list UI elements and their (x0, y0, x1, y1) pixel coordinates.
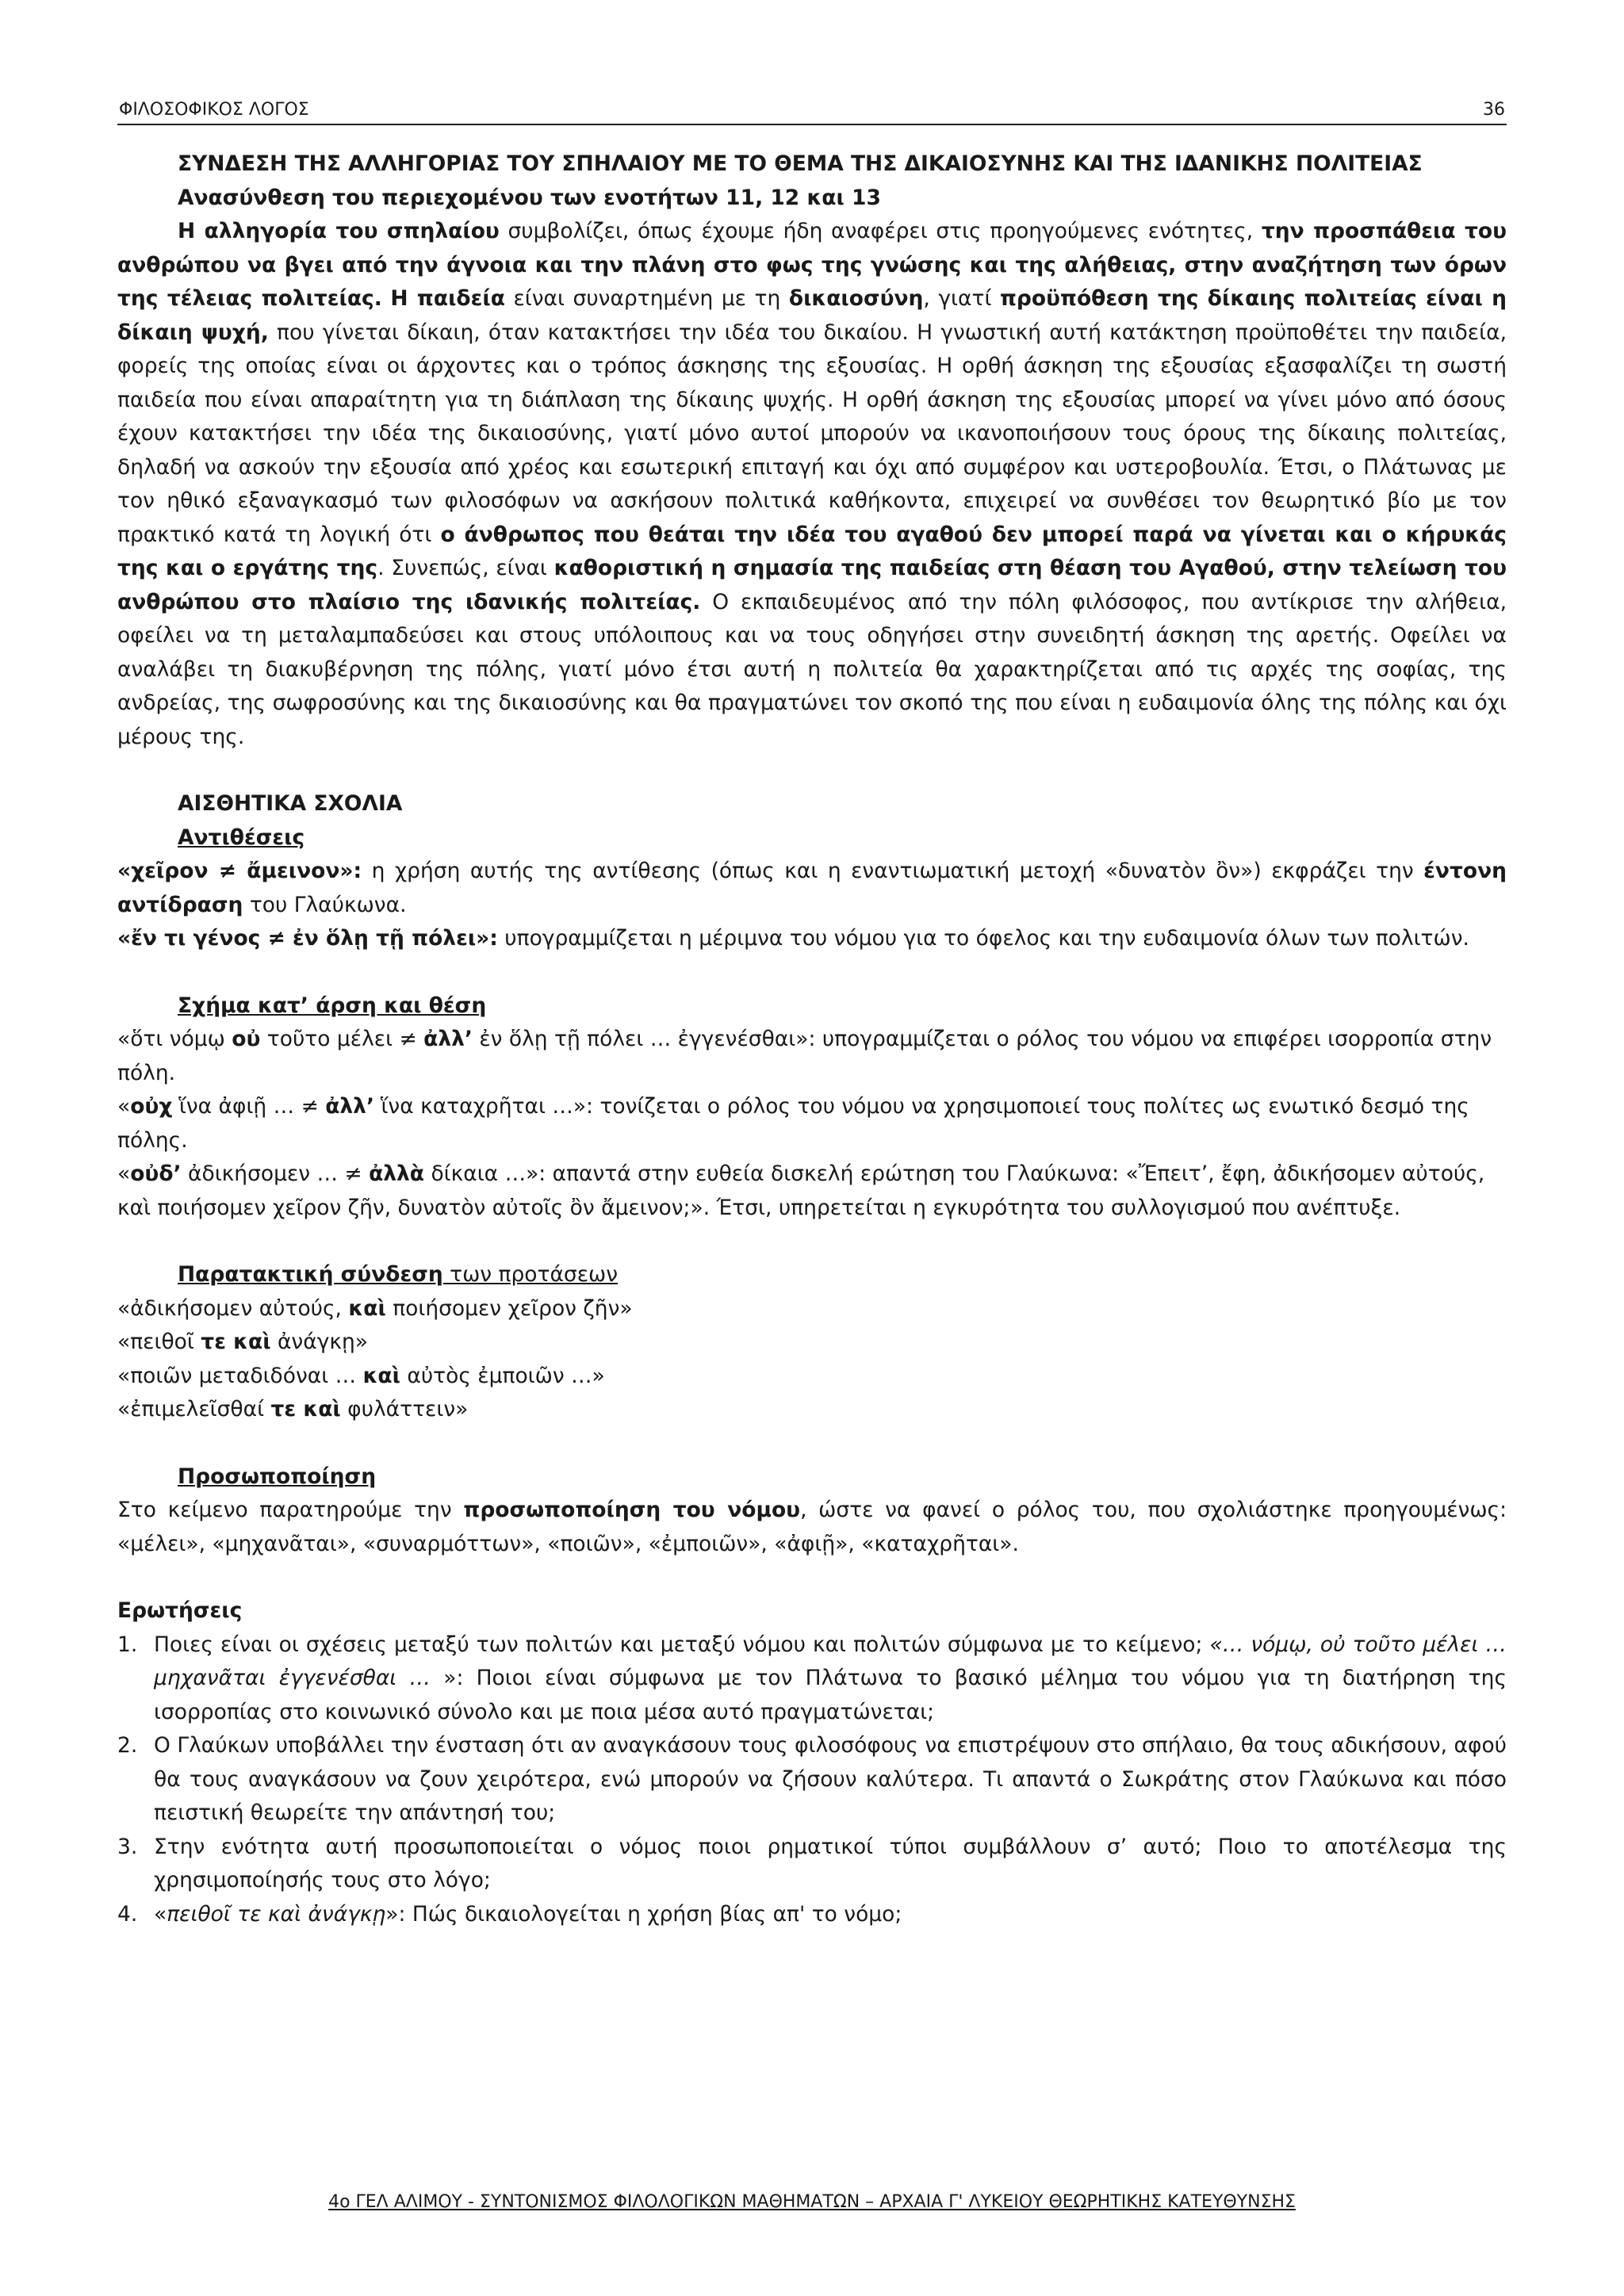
parataxis-item-3: «ποιῶν μεταδιδόναι … καὶ αὐτὸς ἐμποιῶν …» (117, 1363, 605, 1388)
aesthetic-heading: ΑΙΣΘΗΤΙΚΑ ΣΧΟΛΙΑ (178, 791, 403, 816)
arsis-item-2: «οὐχ ἵνα ἀφιῇ … ≠ ἀλλ’ ἵνα καταχρῆται …»: τονίζεται ο ρόλος του νόμου να χρησιμοποιεί τους πολίτες ως ενωτικό δεσμό της πόλης. (117, 1094, 1469, 1153)
arsis-title: Σχήμα κατ’ άρση και θέση (178, 993, 487, 1018)
arsis-item-1: «ὅτι νόμῳ οὐ τοῦτο μέλει ≠ ἀλλ’ ἐν ὅλῃ τῇ πόλει … ἐγγενέσθαι»: υπογραμμίζεται ο ρόλος του νόμου να επιφέρει ισορροπία στην πόλη. (117, 1027, 1492, 1085)
section-heading: ΣΥΝΔΕΣΗ ΤΗΣ ΑΛΛΗΓΟΡΙΑΣ ΤΟΥ ΣΠΗΛΑΙΟΥ ΜΕ ΤΟ ΘΕΜΑ ΤΗΣ ΔΙΚΑΙΟΣΥΝΗΣ ΚΑΙ ΤΗΣ ΙΔΑΝΙΚΗΣ ΠΟΛΙΤΕΙΑΣ (178, 151, 1423, 176)
running-header-title: ΦΙΛΟΣΟΦΙΚΟΣ ΛΟΓΟΣ (119, 100, 309, 120)
question-item: 4. «πειθοῖ τε καὶ ἀνάγκῃ»: Πώς δικαιολογείται η χρήση βίας απ' το νόμο; (117, 1901, 902, 1927)
section-subheading: Ανασύνθεση του περιεχομένου των ενοτήτων 11, 12 και 13 (178, 185, 881, 210)
question-item: 1. Ποιες είναι οι σχέσεις μεταξύ των πολιτών και μεταξύ νόμου και πολιτών σύμφωνα με το κείμενο; «… νόμῳ, οὐ τοῦτο μέλει … μηχανᾶται ἐγγενέσθαι … »: Ποιοι είναι σύμφωνα με τον Πλάτωνα το βασικό μέλημα του νόμου για τη διατήρηση της ισορροπίας στο κοινωνικό σύνολο και με ποια μέσα αυτό πραγματώνεται; (117, 1632, 1507, 1724)
parataxis-item-2: «πειθοῖ τε καὶ ἀνάγκῃ» (117, 1330, 369, 1354)
antithesis-1: «χεῖρον ≠ ἄμεινον»: η χρήση αυτής της αντίθεσης (όπως και η εναντιωματική μετοχή «δυνατὸν ὂν») εκφράζει την έντονη αντίδραση του Γλαύκωνα. (117, 859, 1507, 917)
footer-text: 4ο ΓΕΛ ΑΛΙΜΟΥ - ΣΥΝΤΟΝΙΣΜΟΣ ΦΙΛΟΛΟΓΙΚΩΝ ΜΑΘΗΜΑΤΩΝ – ΑΡΧΑΙΑ Γ' ΛΥΚΕΙΟΥ ΘΕΩΡΗΤΙΚΗΣ ΚΑΤΕΥΘΥΝΣΗΣ (328, 2192, 1296, 2212)
questions-heading: Ερωτήσεις (117, 1598, 243, 1623)
antitheses-title: Αντιθέσεις (178, 825, 305, 850)
questions-list (117, 1628, 1507, 1932)
main-paragraph: Η αλληγορία του σπηλαίου συμβολίζει, όπως έχουμε ήδη αναφέρει στις προηγούμενες ενότητες, την προσπάθεια του ανθρώπου να βγει από την άγνοια και την πλάνη στο φως της γνώσης και της αλήθειας, στην αναζήτηση των όρων της τέλειας πολιτείας. Η παιδεία είναι συναρτημένη με τη δικαιοσύνη, γιατί προϋπόθεση της δίκαιης πολιτείας είναι η δίκαιη ψυχή, που γίνεται δίκαιη, όταν κατακτήσει την ιδέα του δικαίου. Η γνωστική αυτή κατάκτηση προϋποθέτει την παιδεία, φορείς της οποίας είναι οι άρχοντες και ο τρόπος άσκησης της εξουσίας. Η ορθή άσκηση της εξουσίας εξασφαλίζει τη σωστή παιδεία που είναι απαραίτητη για τη διάπλαση της δίκαιης ψυχής. Η ορθή άσκηση της εξουσίας μπορεί να γίνει μόνο από όσους έχουν κατακτήσει την ιδέα της δικαιοσύνης, γιατί μόνο αυτοί μπορούν να ικανοποιήσουν τους όρους της δίκαιης πολιτείας, δηλαδή να ασκούν την εξουσία από χρέος και εσωτερική επιταγή και όχι από συμφέρον και υστεροβουλία. Έτσι, ο Πλάτωνας με τον ηθικό εξαναγκασμό των φιλοσόφων να ασκήσουν πολιτικά καθήκοντα, επιχειρεί να συνθέσει τον θεωρητικό βίο με τον πρακτικό κατά τη λογική ότι ο άνθρωπος που θεάται την ιδέα του αγαθού δεν μπορεί παρά να γίνεται και ο κήρυκάς της και ο εργάτης της. Συνεπώς, είναι καθοριστική η σημασία της παιδείας στη θέαση του Αγαθού, στην τελείωση του ανθρώπου στο πλαίσιο της ιδανικής πολιτείας. Ο εκπαιδευμένος από την πόλη φιλόσοφος, που αντίκρισε την αλήθεια, οφείλει να τη μεταλαμπαδεύσει και στους υπόλοιπους και να τους οδηγήσει στην συνειδητή άσκηση της αρετής. Οφείλει να αναλάβει τη διακυβέρνηση της πόλης, γιατί μόνο έτσι αυτή η πολιτεία θα χαρακτηρίζεται από τις αρχές της σοφίας, της ανδρείας, της σωφροσύνης και της δικαιοσύνης και θα πραγματώνει τον σκοπό της που είναι η ευδαιμονία όλης της πόλης και όχι μέρους της. (117, 219, 1507, 749)
personification-paragraph: Στο κείμενο παρατηρούμε την προσωποποίηση του νόμου, ώστε να φανεί ο ρόλος του, που σχολιάστηκε προηγουμένως: «μέλει», «μηχανᾶται», «συναρμόττων», «ποιῶν», «ἐμποιῶν», «ἀφιῇ», «καταχρῆται». (117, 1498, 1507, 1556)
arsis-item-3: «οὐδ’ ἀδικήσομεν … ≠ ἀλλὰ δίκαια …»: απαντά στην ευθεία δισκελή ερώτηση του Γλαύκωνα: «Ἔπειτ’, ἔφη, ἀδικήσομεν αὐτούς, καὶ ποιήσομεν χεῖρον ζῆν, δυνατὸν αὐτοῖς ὂν ἄμεινον;». Έτσι, υπηρετείται η εγκυρότητα του συλλογισμού που ανέπτυξε. (117, 1161, 1485, 1220)
question-item: 2. Ο Γλαύκων υποβάλλει την ένσταση ότι αν αναγκάσουν τους φιλοσόφους να επιστρέψουν στο σπήλαιο, θα τους αδικήσουν, αφού θα τους αναγκάσουν να ζουν χειρότερα, ενώ μπορούν να ζήσουν καλύτερα. Τι απαντά ο Σωκράτης στον Γλαύκωνα και πόσο πειστική θεωρείτε την απάντησή του; (117, 1733, 1507, 1825)
page-content (117, 147, 1507, 1931)
page-number: 36 (1483, 100, 1505, 120)
parataxis-item-4: «ἐπιμελεῖσθαί τε καὶ φυλάττειν» (117, 1397, 469, 1422)
page-footer (0, 2192, 1624, 2212)
parataxis-item-1: «ἀδικήσομεν αὐτούς, καὶ ποιήσομεν χεῖρον ζῆν» (117, 1295, 633, 1321)
parataxis-title: Παρατακτική σύνδεση των προτάσεων (178, 1262, 619, 1287)
running-header (117, 100, 1507, 125)
antithesis-2: «ἔν τι γένος ≠ ἐν ὅλῃ τῇ πόλει»: υπογραμμίζεται η μέριμνα του νόμου για το όφελος και την ευδαιμονία όλων των πολιτών. (117, 926, 1469, 951)
question-item: 3. Στην ενότητα αυτή προσωποποιείται ο νόμος ποιοι ρηματικοί τύποι συμβάλλουν σ’ αυτό; Ποιο το αποτέλεσμα της χρησιμοποίησής τους στο λόγο; (117, 1834, 1507, 1892)
personification-title: Προσωποποίηση (178, 1464, 377, 1489)
